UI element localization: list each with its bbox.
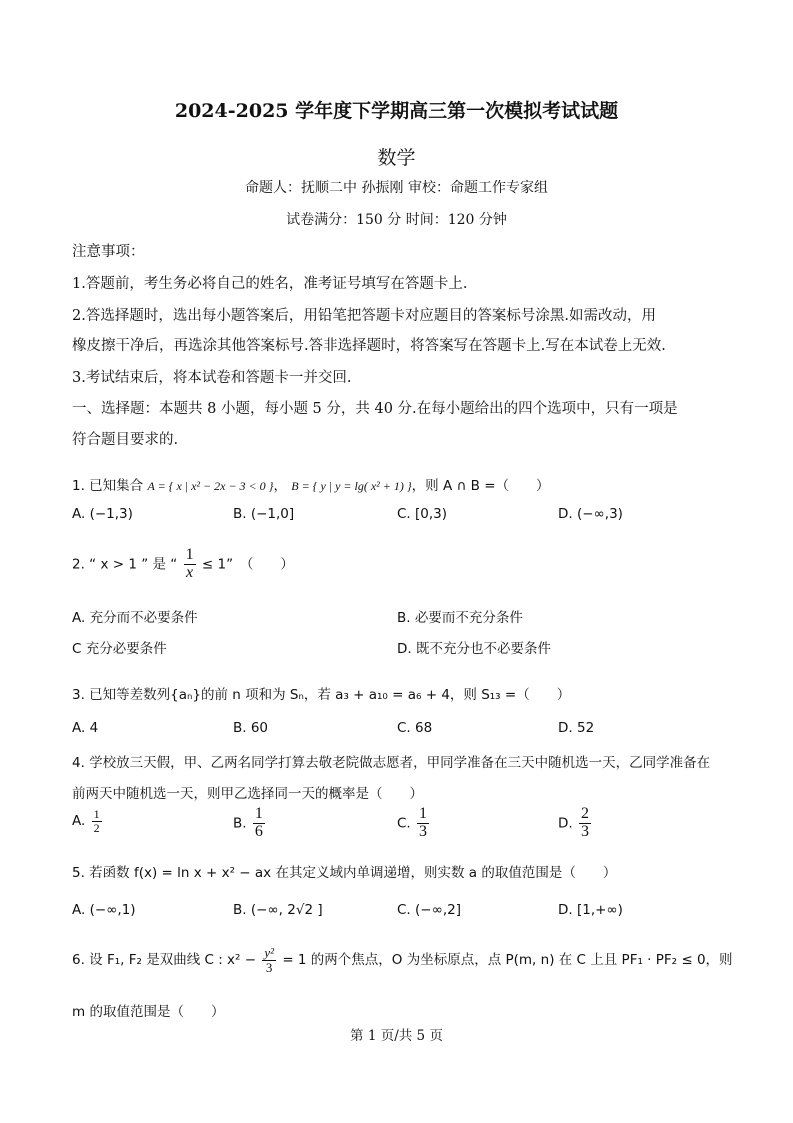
q1-option-a: A. (−1,3) <box>72 506 133 522</box>
q2-option-c: C 充分必要条件 <box>72 641 167 657</box>
q4-a-num: 1 <box>93 807 100 821</box>
question-4: 4. 学校放三天假，甲、乙两名同学打算去敬老院做志愿者，甲同学准备在三天中随机选一天，乙同学准备在 <box>72 755 711 771</box>
q2-option-d: D. 既不充分也不必要条件 <box>397 641 551 657</box>
q1-suffix: ，则 A ∩ B =（ ） <box>411 478 550 494</box>
q4-b-num: 1 <box>254 805 263 822</box>
q5-option-c: C. (−∞,2] <box>397 902 461 918</box>
note-item: 2.答选择题时，选出每小题答案后，用铅笔把答题卡对应题目的答案标号涂黑.如需改动，用 <box>72 308 656 324</box>
q1-set-b: B = { y | y = lg( x² + 1) } <box>291 479 412 493</box>
q2-text-a: 2. “ x > 1 ” 是 “ <box>72 556 178 573</box>
question-2 <box>72 547 294 582</box>
q1-option-d: D. (−∞,3) <box>558 506 623 522</box>
question-6 <box>72 946 733 974</box>
q1-prefix: 1. 已知集合 <box>72 478 144 494</box>
question-6-cont: m 的取值范围是（ ） <box>72 1004 225 1020</box>
note-item: 橡皮擦干净后，再选涂其他答案标号.答非选择题时，将答案写在答题卡上.写在本试卷上无效. <box>72 338 666 354</box>
q4-option-a-label: A. <box>72 813 86 830</box>
q2-option-b: B. 必要而不充分条件 <box>397 610 523 626</box>
subject-title: 数学 <box>377 147 416 169</box>
q4-d-num: 2 <box>580 805 589 822</box>
q6-text-b: = 1 的两个焦点，O 为坐标原点，点 P(m, n) 在 C 上且 PF₁ · PF₂ ≤ 0，则 <box>282 952 733 969</box>
q4-option-d-fraction <box>579 806 591 841</box>
q3-option-b: B. 60 <box>233 720 269 736</box>
q3-option-d: D. 52 <box>558 720 595 736</box>
q4-c-num: 1 <box>419 805 428 822</box>
q4-option-c <box>397 806 431 841</box>
question-1 <box>72 474 550 494</box>
q4-option-d <box>558 806 593 841</box>
q3-option-a: A. 4 <box>72 720 99 736</box>
q6-fraction <box>262 946 276 974</box>
q1-set-a: A = { x | x² − 2x − 3 < 0 } <box>147 479 274 493</box>
q1-option-c: C. [0,3) <box>397 506 448 522</box>
q5-option-d: D. [1,+∞) <box>558 902 623 918</box>
q4-option-a-fraction <box>92 808 102 834</box>
page-footer: 第 1 页/共 5 页 <box>350 1028 443 1044</box>
q2-fraction <box>184 547 196 582</box>
q1-sep: ， <box>273 478 287 494</box>
q5-option-a: A. (−∞,1) <box>72 902 136 918</box>
note-item: 3.考试结束后，将本试卷和答题卡一并交回. <box>72 370 352 386</box>
q4-option-a <box>72 808 104 834</box>
q4-option-c-label: C. <box>397 815 411 832</box>
q6-frac-num: y² <box>264 945 275 960</box>
score-time-line: 试卷满分：150 分 时间：120 分钟 <box>286 212 507 228</box>
q4-d-den: 3 <box>580 822 589 840</box>
q2-text-b: ≤ 1” （ ） <box>201 556 294 573</box>
authors-line: 命题人：抚顺二中 孙振刚 审校：命题工作专家组 <box>245 180 548 196</box>
notes-heading: 注意事项： <box>72 244 145 260</box>
exam-title: 2024-2025 学年度下学期高三第一次模拟考试试题 <box>174 100 619 122</box>
q1-option-b: B. (−1,0] <box>233 506 295 522</box>
section-heading-cont: 符合题目要求的. <box>72 432 179 448</box>
q4-b-den: 6 <box>254 822 263 840</box>
question-5: 5. 若函数 f(x) = ln x + x² − ax 在其定义域内单调递增，则实数 a 的取值范围是（ ） <box>72 865 617 881</box>
q4-option-b-fraction <box>253 806 265 841</box>
question-3: 3. 已知等差数列{aₙ}的前 n 项和为 Sₙ，若 a₃ + a₁₀ = a₆ + 4，则 S₁₃ =（ ） <box>72 687 571 703</box>
q2-frac-den: x <box>186 563 194 581</box>
q5-option-b: B. (−∞, 2√2 ] <box>233 902 323 918</box>
q6-text-a: 6. 设 F₁, F₂ 是双曲线 C : x² − <box>72 952 257 969</box>
q4-option-c-fraction <box>417 806 429 841</box>
q4-a-den: 2 <box>93 820 100 835</box>
q4-option-d-label: D. <box>558 815 573 832</box>
q4-option-b-label: B. <box>233 815 247 832</box>
q3-option-c: C. 68 <box>397 720 433 736</box>
q4-c-den: 3 <box>419 822 428 840</box>
note-item: 1.答题前，考生务必将自己的姓名，准考证号填写在答题卡上. <box>72 276 468 292</box>
section-heading: 一、选择题：本题共 8 小题，每小题 5 分，共 40 分.在每小题给出的四个选项中，只有一项是 <box>72 401 678 417</box>
q2-option-a: A. 充分而不必要条件 <box>72 610 198 626</box>
question-4-cont: 前两天中随机选一天，则甲乙选择同一天的概率是（ ） <box>72 786 423 802</box>
q6-frac-den: 3 <box>265 959 273 975</box>
q2-frac-num: 1 <box>185 546 194 563</box>
q4-option-b <box>233 806 267 841</box>
